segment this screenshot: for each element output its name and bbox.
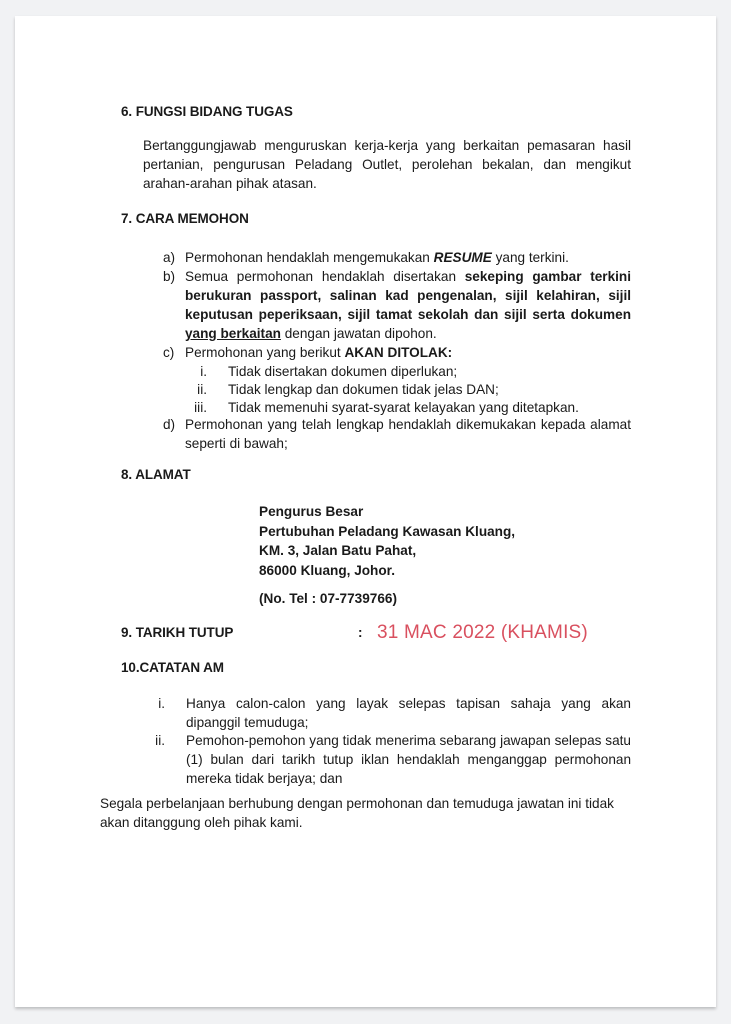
item-c-ii-text: Tidak lengkap dan dokumen tidak jelas DAN;	[228, 382, 499, 397]
item-c-text	[185, 343, 631, 362]
address-line: 86000 Kluang, Johor.	[259, 562, 395, 578]
phone-number: (No. Tel : 07-7739766)	[259, 591, 398, 606]
item-c-iii-text: Tidak memenuhi syarat-syarat kelayakan yang ditetapkan.	[228, 400, 579, 415]
note-ii-text: Pemohon-pemohon yang tidak menerima sebarang jawapan selepas satu (1) bulan dari tarikh tutup iklan hendaklah menganggap permohonan mereka tidak berjaya; dan	[186, 733, 631, 786]
address-block	[259, 502, 515, 580]
item-c-i-text: Tidak disertakan dokumen diperlukan;	[228, 364, 458, 379]
item-b-text-4: dengan jawatan dipohon.	[280, 326, 437, 341]
section-6-heading: 6. FUNGSI BIDANG TUGAS	[121, 104, 293, 119]
section-7-heading: 7. CARA MEMOHON	[121, 211, 249, 226]
item-a-text-1: Permohonan hendaklah mengemukakan	[185, 250, 434, 265]
item-d-label: d)	[163, 417, 176, 432]
section-6-body: Bertanggungjawab menguruskan kerja-kerja yang berkaitan pemasaran hasil pertanian, pengurusan Peladang Outlet, perolehan bekalan, dan mengikut arahan-arahan pihak atasan.	[143, 138, 631, 191]
item-c-text-1: Permohonan yang berikut	[185, 345, 345, 360]
item-c-i-label: i.	[200, 364, 207, 379]
section-8-heading: 8. ALAMAT	[121, 467, 191, 482]
item-b-text	[185, 267, 631, 343]
item-c-iii-label: iii.	[194, 400, 207, 415]
item-c-ii-label: ii.	[197, 382, 207, 397]
section-9-heading: 9. TARIKH TUTUP	[121, 625, 234, 640]
address-line: KM. 3, Jalan Batu Pahat,	[259, 543, 417, 558]
item-a-resume: RESUME	[433, 250, 492, 265]
item-b-text-1: Semua permohonan hendaklah disertakan	[185, 269, 465, 284]
note-ii-label: ii.	[155, 733, 165, 748]
note-i-text: Hanya calon-calon yang layak selepas tapisan sahaja yang akan dipanggil temuduga;	[186, 696, 631, 730]
item-a-text-3: yang terkini.	[491, 250, 569, 265]
item-b-documents: sekeping gambar terkini berukuran passport, salinan kad pengenalan, sijil kelahiran, sijil keputusan peperiksaan, sijil tamat sekolah dan sijil serta dokumen	[185, 269, 631, 322]
closing-date-colon: :	[358, 625, 363, 640]
item-d-text: Permohonan yang telah lengkap hendaklah dikemukakan kepada alamat seperti di bawah;	[185, 417, 631, 451]
item-b-related: yang berkaitan	[185, 326, 281, 341]
section-10-heading: 10.CATATAN AM	[121, 660, 224, 675]
item-c-rejected: AKAN DITOLAK:	[344, 345, 453, 360]
address-line: Pertubuhan Peladang Kawasan Kluang,	[259, 523, 516, 539]
item-a-text	[185, 248, 633, 267]
item-c-label: c)	[163, 345, 175, 360]
note-i-label: i.	[158, 696, 165, 711]
closing-statement: Segala perbelanjaan berhubung dengan permohonan dan temuduga jawatan ini tidak akan ditanggung oleh pihak kami.	[100, 796, 614, 830]
closing-date: 31 MAC 2022 (KHAMIS)	[377, 622, 588, 643]
item-a-label: a)	[163, 250, 176, 265]
address-line: Pengurus Besar	[259, 504, 364, 519]
item-b-label: b)	[163, 269, 176, 284]
